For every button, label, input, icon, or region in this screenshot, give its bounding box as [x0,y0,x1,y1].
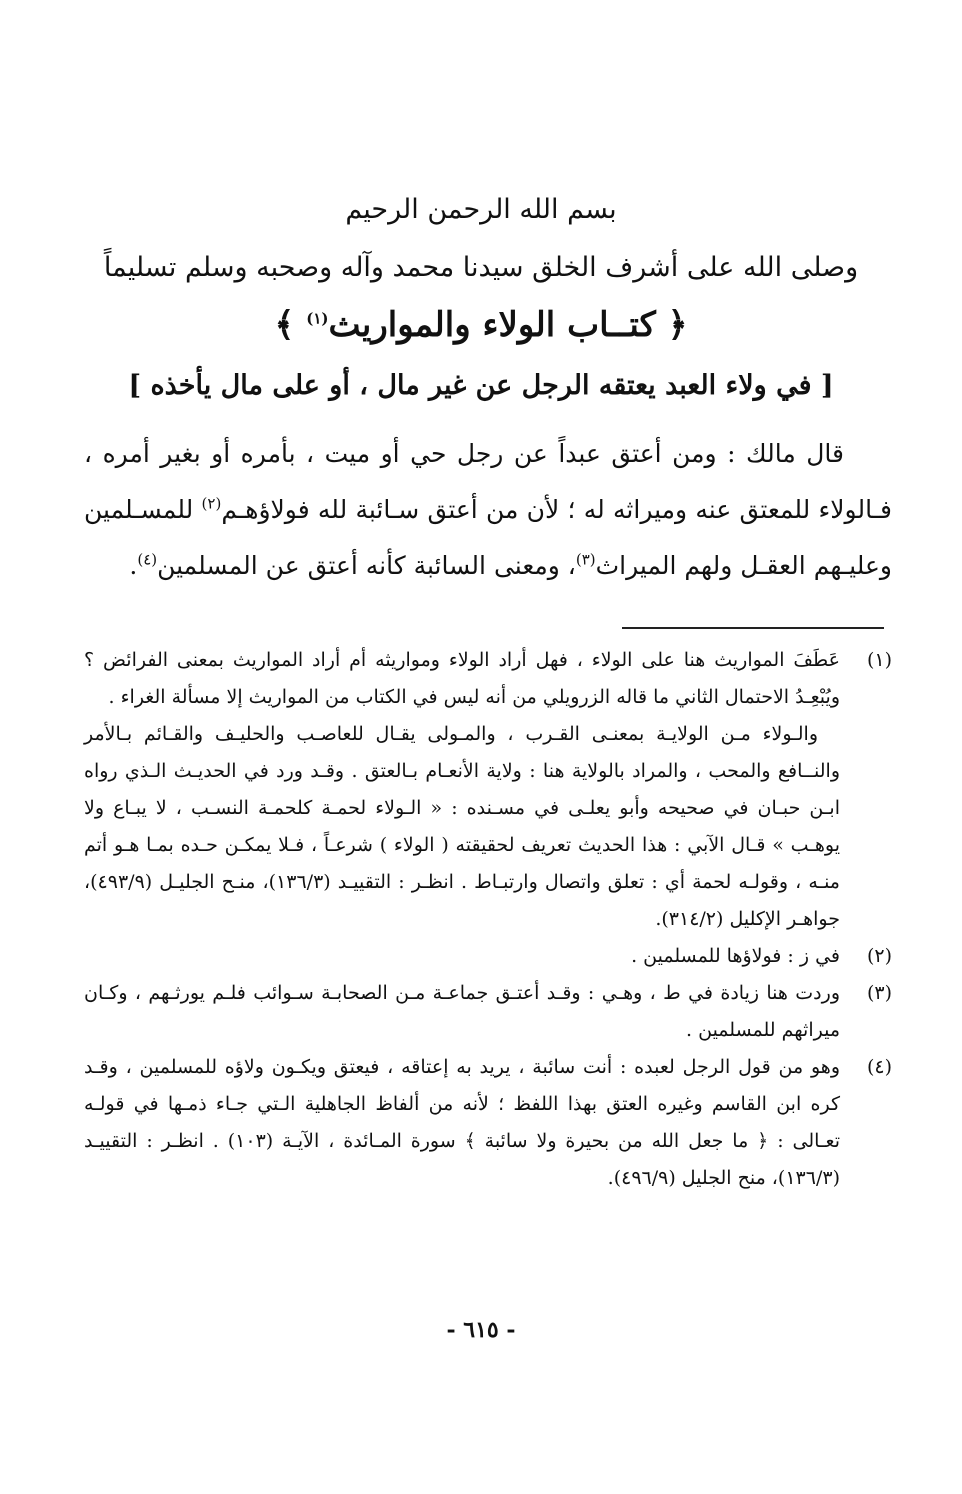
footnote-1-continuation: والـولاء مـن الولايـة بمعنـى القـرب ، والمـولى يقـال للعاصـب والحليـف والقـائم بـالأمر والنــافع والمحب ، والمراد بالولاية هنا : ولاية الأنعـام بـالعتق . وقـد ورد في الحديـث الـذي رواه ابـن حبـان في صحيحه وأبو يعلـى في مسـنده : « الـولاء لحمـة كلحمـة النسـب ، لا يبـاع ولا يوهـب » قـال الآبي : هذا الحديث تعريف لحقيقته ( الولاء ) شرعـاً ، فـلا يمكـن حـده بمـا هـو أتم منـه ، وقولـه لحمة أي : تعلق واتصال وارتبـاط . انظـر : التقييـد (١٣٦/٣)، منـح الجليـل (٤٩٣/٩)، جواهـر الإكليل (٣١٤/٢). [84,723,840,930]
footnote-1 [84,642,892,716]
footnote-separator [622,627,884,629]
basmala: بسم الله الرحمن الرحيم [345,194,617,225]
footnote-ref-2: (٢) [201,494,222,513]
footnote-number-2: (٢) [866,945,892,967]
main-text-part-4: . [129,551,138,580]
page-number: - ٦١٥ - [446,1317,516,1343]
footnote-4 [84,1049,892,1197]
footnotes [84,642,892,1197]
chapter-heading: [ في ولاء العبد يعتقه الرجل عن غير مال ، أو على مال يأخذه ] [128,370,834,401]
footnote-text-1: عَطَفَ المواريث هنا على الولاء ، فهل أراد الولاء ومواريثه أم أراد المواريث بمعنى الفرائض ؟ ويُبْعِـدُ الاحتمال الثاني ما قاله الزرويلي من أنه ليس في الكتاب من المواريث إلا مسألة الغراء . [84,649,840,708]
footnote-number-1: (١) [866,649,892,671]
main-text-part-3: ، ومعنى السائبة كأنه أعتق عن المسلمين [157,551,576,580]
footnote-number-3: (٣) [866,982,892,1004]
footnote-text-3: وردت هنا زيادة في ط ، وهـي : وقـد أعتـق جماعـة مـن الصحابـة سـوائب فلـم يورثـهم ، وكـان ميراثهم للمسلمين . [84,982,840,1041]
footnote-text-4: وهو من قول الرجل لعبده : أنت سائبة ، يريد به إعتاقه ، فيعتق ويكـون ولاؤه للمسلمين ، وقـد كره ابن القاسم وغيره العتق بهذا اللفظ ؛ لأنه من ألفاظ الجاهلية الـتي جـاء ذمـها في قولـه تعـالى : ﴿ ما جعل الله من بحيرة ولا سائبة ﴾ سورة المـائدة ، الآيـة (١٠٣) . انظـر : التقييـد (١٣٦/٣)، منح الجليل (٤٩٦/٩). [84,1056,840,1189]
footnote-3 [84,975,892,1049]
footnote-2 [84,938,892,975]
salutation-line: وصلى الله على أشرف الخلق سيدنا محمد وآله وصحبه وسلم تسليماً [103,252,859,283]
main-text [84,426,892,594]
main-paragraph [84,426,892,594]
footnote-ref-4: (٤) [137,550,158,569]
main-text-part-1: قال مالك : ومن أعتق عبداً عن رجل حي أو ميت ، بأمره أو بغير أمره ، فـالولاء للمعتق عنه وميراثه له ؛ لأن من أعتق سـائبة لله فولاؤهـم [84,439,892,524]
book-title-text: ﴿ كتــاب الولاء والمواريث [328,305,688,345]
main-text-part-2: للمسـلمين وعليـهم العقـل ولهم الميراث [84,495,892,580]
footnote-ref-3: (٣) [575,550,596,569]
footnote-text-2: في ز : فولاؤها للمسلمين . [631,945,840,967]
book-title-close: ﴾ [274,305,307,345]
book-title [0,298,962,352]
footnote-number-4: (٤) [866,1056,892,1078]
footnote-ref-1: (١) [306,309,329,328]
